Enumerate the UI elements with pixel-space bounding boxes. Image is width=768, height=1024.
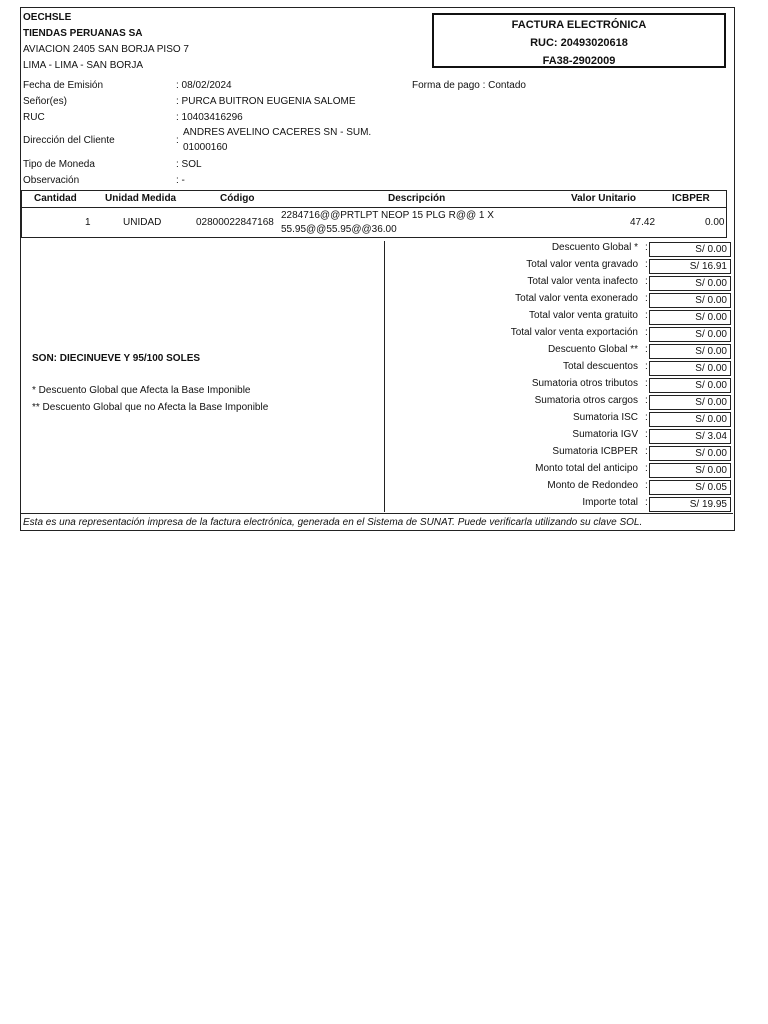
cell-valor: 47.42 — [630, 217, 656, 228]
total-value: S/ 0.00 — [649, 344, 731, 359]
address-line-1: ANDRES AVELINO CACERES SN - SUM. — [183, 127, 372, 138]
total-value: S/ 0.00 — [649, 327, 731, 342]
total-label: Sumatoria otros tributos — [531, 378, 638, 389]
total-colon: : — [645, 497, 648, 508]
info-value-date: : 08/02/2024 — [176, 80, 232, 91]
total-value: S/ 0.00 — [649, 293, 731, 308]
total-colon: : — [645, 242, 648, 253]
total-label: Total valor venta gravado — [526, 259, 638, 270]
total-label: Sumatoria ICBPER — [552, 446, 638, 457]
info-label-date: Fecha de Emisión — [23, 80, 104, 91]
total-value: S/ 19.95 — [649, 497, 731, 512]
invoice-header-box — [432, 13, 726, 68]
items-header-row — [22, 191, 726, 208]
col-header-icbper: ICBPER — [672, 193, 710, 204]
cell-cantidad: 1 — [85, 217, 91, 228]
total-label: Monto total del anticipo — [535, 463, 638, 474]
total-value: S/ 3.04 — [649, 429, 731, 444]
cell-codigo: 02800022847168 — [196, 217, 274, 228]
total-value: S/ 0.00 — [649, 395, 731, 410]
info-value-ruc: : 10403416296 — [176, 112, 243, 123]
note-discount-1: * Descuento Global que Afecta la Base Imponible — [32, 385, 251, 396]
invoice-number: FA38-2902009 — [542, 55, 616, 67]
col-header-valor: Valor Unitario — [571, 193, 637, 204]
col-header-cantidad: Cantidad — [34, 193, 77, 204]
total-colon: : — [645, 395, 648, 406]
total-label: Sumatoria IGV — [572, 429, 638, 440]
company-name: TIENDAS PERUANAS SA — [23, 28, 143, 39]
total-colon: : — [645, 378, 648, 389]
items-table — [21, 190, 727, 238]
total-value: S/ 0.00 — [649, 446, 731, 461]
total-colon: : — [645, 412, 648, 423]
desc-line-1: 2284716@@PRTLPT NEOP 15 PLG R@@ 1 X — [281, 210, 494, 221]
info-colon-address: : — [176, 135, 179, 146]
total-label: Total descuentos — [562, 361, 638, 372]
total-value: S/ 0.00 — [649, 242, 731, 257]
address-line-2: 01000160 — [183, 142, 228, 153]
info-value-address — [183, 125, 371, 155]
total-value: S/ 0.00 — [649, 276, 731, 291]
total-label: Descuento Global * — [551, 242, 638, 253]
note-discount-2: ** Descuento Global que no Afecta la Base Imponible — [32, 402, 269, 413]
info-value-client: : PURCA BUITRON EUGENIA SALOME — [176, 96, 356, 107]
total-label: Monto de Redondeo — [547, 480, 638, 491]
total-colon: : — [645, 463, 648, 474]
cell-unidad: UNIDAD — [123, 217, 162, 228]
total-colon: : — [645, 276, 648, 287]
info-label-currency: Tipo de Moneda — [23, 159, 95, 170]
total-label: Sumatoria otros cargos — [534, 395, 638, 406]
info-label-client: Señor(es) — [23, 96, 67, 107]
col-header-descripcion: Descripción — [388, 193, 446, 204]
info-value-observation: : - — [176, 175, 185, 186]
company-block — [23, 10, 189, 74]
total-colon: : — [645, 259, 648, 270]
total-value: S/ 0.00 — [649, 412, 731, 427]
desc-line-2: 55.95@@55.95@@36.00 — [281, 224, 397, 235]
info-label-address: Dirección del Cliente — [23, 135, 115, 146]
amount-in-words-panel — [21, 241, 383, 513]
company-brand: OECHSLE — [23, 12, 72, 23]
total-label: Descuento Global ** — [547, 344, 638, 355]
total-colon: : — [645, 293, 648, 304]
total-label: Sumatoria ISC — [572, 412, 638, 423]
total-value: S/ 0.00 — [649, 361, 731, 376]
issuer-ruc: RUC: 20493020618 — [530, 37, 628, 49]
cell-descripcion — [281, 209, 494, 237]
total-label: Total valor venta exportación — [510, 327, 638, 338]
company-district: LIMA - LIMA - SAN BORJA — [23, 60, 144, 71]
col-header-codigo: Código — [220, 193, 255, 204]
table-row — [22, 207, 726, 237]
col-header-unidad: Unidad Medida — [105, 193, 177, 204]
total-label: Total valor venta gratuito — [529, 310, 638, 321]
total-colon: : — [645, 327, 648, 338]
total-colon: : — [645, 344, 648, 355]
total-value: S/ 0.05 — [649, 480, 731, 495]
info-label-observation: Observación — [23, 175, 80, 186]
cell-icbper: 0.00 — [705, 217, 725, 228]
company-address: AVIACION 2405 SAN BORJA PISO 7 — [23, 44, 189, 55]
total-value: S/ 0.00 — [649, 378, 731, 393]
total-label: Total valor venta exonerado — [515, 293, 638, 304]
footer-disclaimer: Esta es una representación impresa de la factura electrónica, generada en el Sistema de SUNAT. Puede verificarla utilizando su clave SOL. — [21, 513, 733, 530]
payment-method: Forma de pago : Contado — [412, 80, 526, 91]
total-colon: : — [645, 310, 648, 321]
total-colon: : — [645, 361, 648, 372]
total-value: S/ 0.00 — [649, 463, 731, 478]
total-colon: : — [645, 446, 648, 457]
info-value-currency: : SOL — [176, 159, 202, 170]
total-colon: : — [645, 429, 648, 440]
amount-in-words: SON: DIECINUEVE Y 95/100 SOLES — [32, 353, 201, 364]
invoice-title: FACTURA ELECTRÓNICA — [511, 19, 647, 31]
info-label-ruc: RUC — [23, 112, 45, 123]
total-label: Total valor venta inafecto — [527, 276, 638, 287]
total-value: S/ 0.00 — [649, 310, 731, 325]
total-value: S/ 16.91 — [649, 259, 731, 274]
total-colon: : — [645, 480, 648, 491]
total-label: Importe total — [582, 497, 638, 508]
